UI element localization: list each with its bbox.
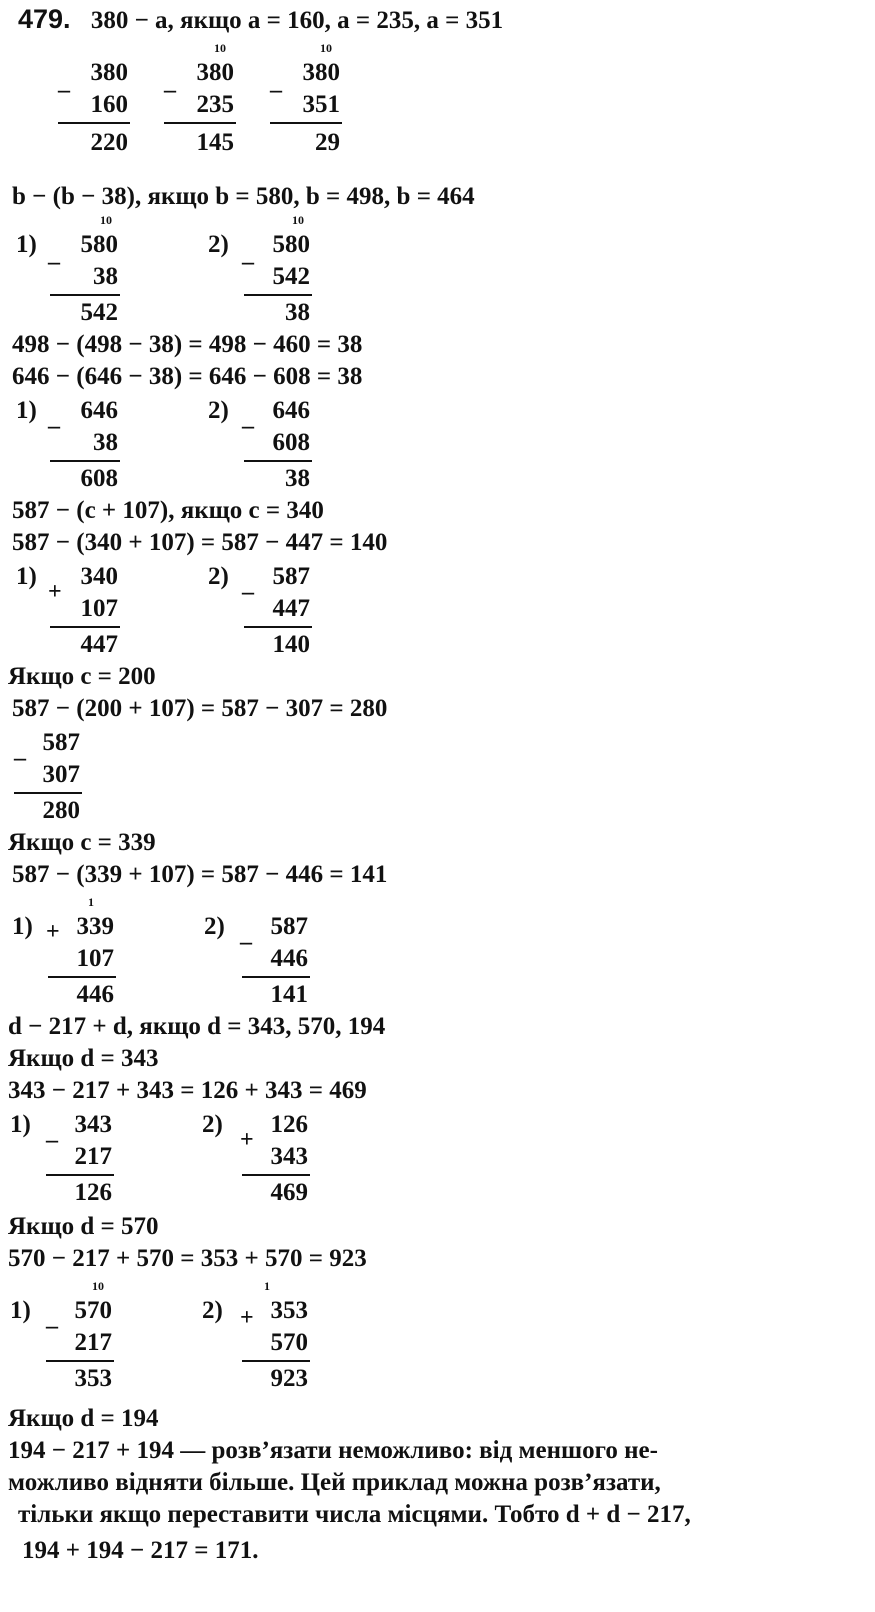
addend: 107 (80, 595, 118, 622)
step-label-1: 1) (16, 397, 37, 424)
problem-line-1 (18, 6, 503, 33)
step-label-2: 2) (208, 563, 229, 590)
result: 469 (270, 1179, 308, 1206)
result-line (242, 976, 310, 978)
plus-sign: + (48, 579, 62, 605)
result-line (164, 122, 236, 124)
expression-b: b − (b − 38), якщо b = 580, b = 498, b = 464 (12, 183, 475, 210)
condition-line: Якщо d = 570 (8, 1213, 159, 1240)
step-label-2: 2) (202, 1111, 223, 1138)
result-line (242, 1360, 310, 1362)
minus-sign: _ (164, 69, 176, 95)
carry-mark: 10 (100, 213, 112, 227)
subtrahend: 38 (93, 429, 118, 456)
minuend: 587 (42, 729, 80, 756)
equation-line: 498 − (498 − 38) = 498 − 460 = 38 (12, 331, 363, 358)
minuend: 580 (80, 231, 118, 258)
minus-sign: _ (46, 1119, 58, 1145)
condition-line: Якщо d = 343 (8, 1045, 159, 1072)
subtrahend: 351 (302, 91, 340, 118)
subtrahend: 447 (272, 595, 310, 622)
carry-mark: 10 (92, 1279, 104, 1293)
minuend: 587 (270, 913, 308, 940)
result: 608 (80, 465, 118, 492)
expression-d: d − 217 + d, якщо d = 343, 570, 194 (8, 1013, 386, 1040)
result: 447 (80, 631, 118, 658)
step-label-1: 1) (16, 231, 37, 258)
expression-c: 587 − (c + 107), якщо c = 340 (12, 497, 324, 524)
subtrahend: 446 (270, 945, 308, 972)
condition-line: Якщо d = 194 (8, 1405, 159, 1432)
step-label-2: 2) (208, 231, 229, 258)
step-label-1: 1) (10, 1111, 31, 1138)
subtrahend: 608 (272, 429, 310, 456)
minus-sign: _ (58, 69, 70, 95)
result-line (50, 294, 120, 296)
result: 446 (76, 981, 114, 1008)
subtrahend: 38 (93, 263, 118, 290)
result-line (14, 792, 82, 794)
plus-sign: + (240, 1127, 254, 1153)
minuend: 646 (272, 397, 310, 424)
result-line (242, 1174, 310, 1176)
minus-sign: _ (242, 405, 254, 431)
minuend: 587 (272, 563, 310, 590)
minuend: 343 (74, 1111, 112, 1138)
result: 141 (270, 981, 308, 1008)
carry-mark: 10 (214, 41, 226, 55)
explanation-line: тільки якщо переставити числа місцями. Тобто d + d − 217, (18, 1501, 691, 1528)
problem-number: 479. (18, 4, 71, 34)
addend: 126 (270, 1111, 308, 1138)
equation-line: 570 − 217 + 570 = 353 + 570 = 923 (8, 1245, 367, 1272)
result: 353 (74, 1365, 112, 1392)
result-line (46, 1360, 114, 1362)
carry-mark: 10 (320, 41, 332, 55)
subtrahend: 307 (42, 761, 80, 788)
step-label-2: 2) (208, 397, 229, 424)
minuend: 380 (196, 59, 234, 86)
addend: 107 (76, 945, 114, 972)
addend: 570 (270, 1329, 308, 1356)
step-label-1: 1) (12, 913, 33, 940)
expression-a: 380 − a, якщо a = 160, a = 235, a = 351 (90, 7, 504, 34)
result: 126 (74, 1179, 112, 1206)
result: 280 (42, 797, 80, 824)
plus-sign: + (240, 1305, 254, 1331)
minuend: 646 (80, 397, 118, 424)
result-line (244, 294, 312, 296)
plus-sign: + (46, 919, 60, 945)
addend: 339 (76, 913, 114, 940)
result: 923 (270, 1365, 308, 1392)
result-line (244, 626, 312, 628)
result-line (48, 976, 116, 978)
carry-mark: 1 (264, 1279, 270, 1293)
result: 542 (80, 299, 118, 326)
equation-line: 587 − (339 + 107) = 587 − 446 = 141 (12, 861, 388, 888)
minus-sign: _ (48, 241, 60, 267)
minus-sign: _ (270, 69, 282, 95)
explanation-line: 194 + 194 − 217 = 171. (22, 1537, 259, 1564)
minus-sign: _ (242, 571, 254, 597)
result-line (50, 626, 120, 628)
step-label-2: 2) (204, 913, 225, 940)
equation-line: 587 − (340 + 107) = 587 − 447 = 140 (12, 529, 388, 556)
minus-sign: _ (14, 737, 26, 763)
subtrahend: 542 (272, 263, 310, 290)
subtrahend: 160 (90, 91, 128, 118)
carry-mark: 1 (88, 895, 94, 909)
addend: 353 (270, 1297, 308, 1324)
result: 29 (315, 129, 340, 156)
explanation-line: можливо відняти більше. Цей приклад можна розв’язати, (8, 1469, 661, 1496)
addend: 340 (80, 563, 118, 590)
minus-sign: _ (242, 241, 254, 267)
minus-sign: _ (48, 405, 60, 431)
minus-sign: _ (46, 1305, 58, 1331)
condition-line: Якщо c = 200 (8, 663, 156, 690)
result-line (50, 460, 120, 462)
carry-mark: 10 (292, 213, 304, 227)
minus-sign: _ (240, 921, 252, 947)
result: 38 (285, 299, 310, 326)
subtrahend: 217 (74, 1329, 112, 1356)
addend: 343 (270, 1143, 308, 1170)
result-line (46, 1174, 114, 1176)
minuend: 580 (272, 231, 310, 258)
step-label-2: 2) (202, 1297, 223, 1324)
minuend: 570 (74, 1297, 112, 1324)
condition-line: Якщо c = 339 (8, 829, 156, 856)
minuend: 380 (90, 59, 128, 86)
result: 140 (272, 631, 310, 658)
result-line (244, 460, 312, 462)
result: 145 (196, 129, 234, 156)
explanation-line: 194 − 217 + 194 — розв’язати неможливо: від меншого не- (8, 1437, 658, 1464)
subtrahend: 217 (74, 1143, 112, 1170)
step-label-1: 1) (16, 563, 37, 590)
equation-line: 587 − (200 + 107) = 587 − 307 = 280 (12, 695, 388, 722)
equation-line: 343 − 217 + 343 = 126 + 343 = 469 (8, 1077, 367, 1104)
result: 38 (285, 465, 310, 492)
result-line (270, 122, 342, 124)
subtrahend: 235 (196, 91, 234, 118)
step-label-1: 1) (10, 1297, 31, 1324)
minuend: 380 (302, 59, 340, 86)
result-line (58, 122, 130, 124)
equation-line: 646 − (646 − 38) = 646 − 608 = 38 (12, 363, 363, 390)
result: 220 (90, 129, 128, 156)
